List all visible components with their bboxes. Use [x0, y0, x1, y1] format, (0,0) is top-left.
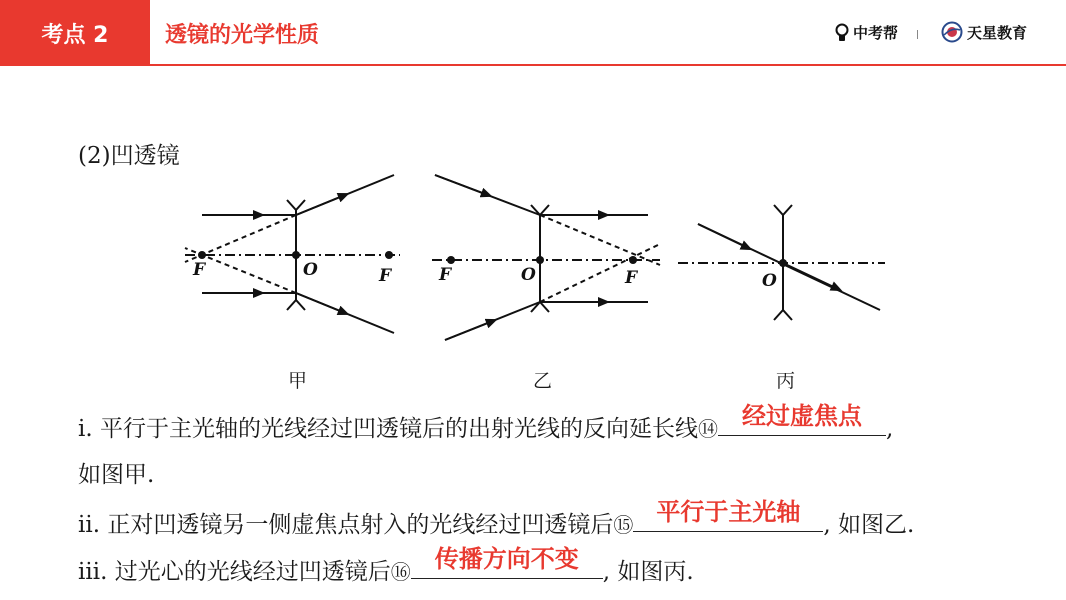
brand-right-text: 天星教育: [967, 23, 1028, 42]
label-o-bing: O: [762, 271, 777, 291]
answer-blank-14: [718, 402, 886, 436]
statement-ii-tail: , 如图乙.: [823, 512, 915, 538]
answer-14: 经过虚焦点: [741, 402, 862, 430]
caption-bing: 丙: [776, 370, 796, 392]
label-f-yi-right: F: [625, 268, 638, 288]
blank-number-14: ⑭: [697, 417, 718, 441]
page-title: 透镜的光学性质: [165, 23, 320, 48]
statement-iii: [78, 545, 694, 586]
brand-tianxing: [941, 21, 1027, 43]
label-f-jia-left: F: [193, 260, 206, 280]
statement-i-tail: ,: [885, 416, 894, 442]
brand-divider: [917, 30, 918, 39]
answer-15: 平行于主光轴: [656, 498, 801, 526]
label-f-jia-right: F: [379, 266, 392, 286]
statement-i-continuation: 如图甲.: [78, 462, 155, 488]
statement-iii-text: ⅲ. 过光心的光线经过凹透镜后: [78, 559, 391, 585]
answer-blank-15: [633, 498, 823, 532]
label-o-yi: O: [521, 265, 536, 285]
statement-ii: [78, 498, 915, 539]
caption-yi: 乙: [533, 370, 553, 392]
brand-left-text: 中考帮: [853, 24, 899, 42]
statement-iii-tail: , 如图丙.: [602, 559, 694, 585]
statement-i: [78, 402, 894, 443]
label-f-yi-left: F: [439, 265, 452, 285]
diagram-yi: [432, 175, 660, 340]
blank-number-16: ⑯: [390, 560, 411, 584]
answer-16: 传播方向不变: [434, 545, 579, 573]
statement-ii-text: ⅱ. 正对凹透镜另一侧虚焦点射入的光线经过凹透镜后: [78, 512, 614, 538]
brand-zhongkaobang: [835, 22, 898, 43]
label-o-jia: O: [303, 260, 318, 280]
header-bar: [0, 0, 1066, 66]
caption-jia: 甲: [288, 370, 308, 392]
blank-number-15: ⑮: [613, 513, 634, 537]
lightbulb-icon: [835, 23, 849, 43]
topic-tag: 考点 2: [0, 0, 150, 66]
header-rule: [0, 64, 1066, 66]
diagram-bing-center-point: [779, 259, 787, 267]
globe-logo-icon: [941, 21, 963, 43]
answer-blank-16: [411, 545, 603, 579]
statement-i-text: ⅰ. 平行于主光轴的光线经过凹透镜后的出射光线的反向延长线: [78, 416, 698, 442]
section-title: (2)凹透镜: [78, 143, 180, 169]
concave-lens-diagrams: [180, 165, 900, 345]
